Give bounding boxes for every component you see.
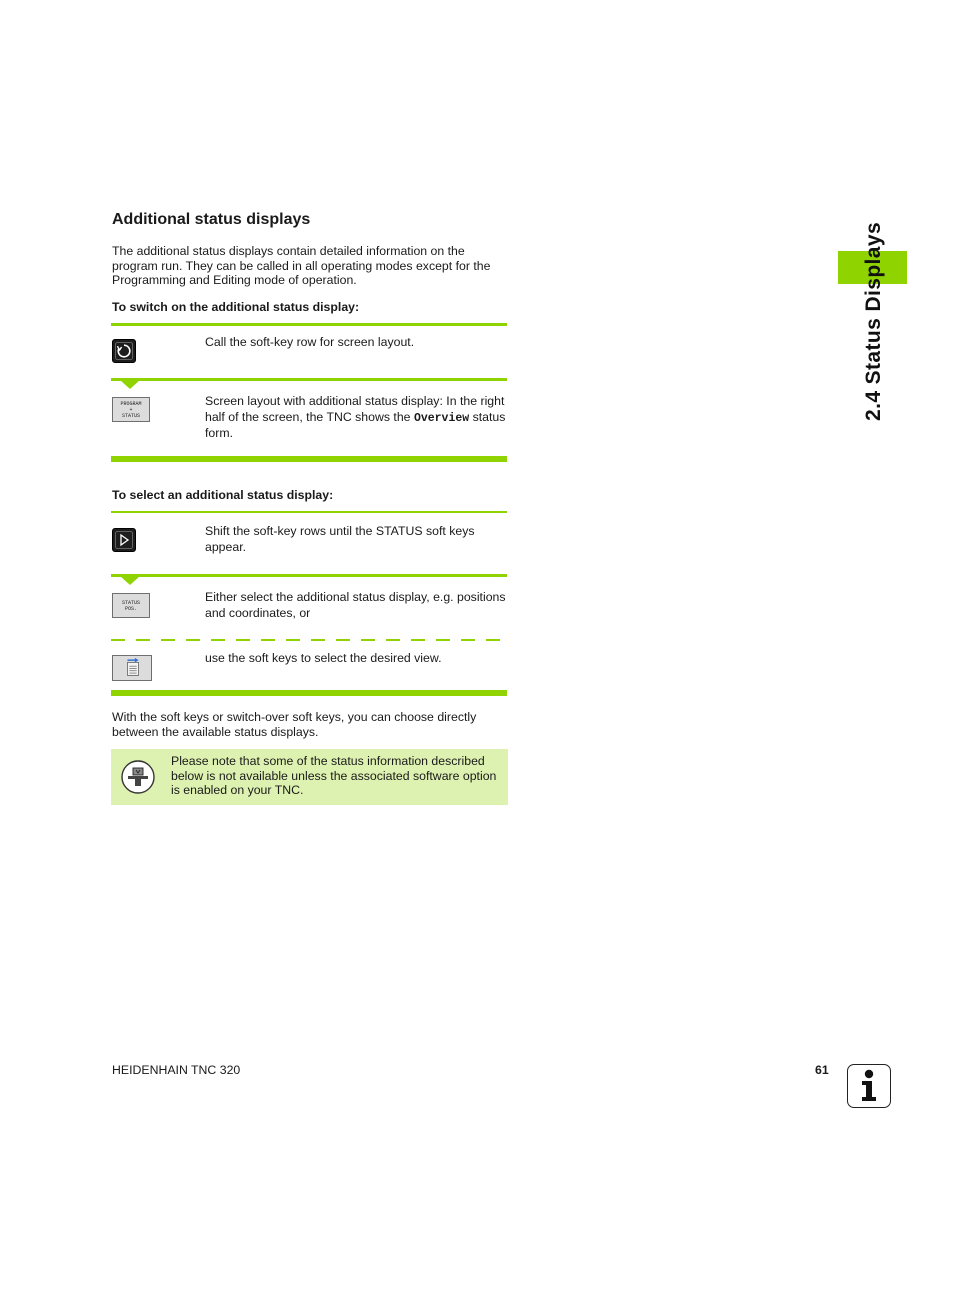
divider-green-thick xyxy=(111,456,507,462)
document-arrow-icon xyxy=(113,656,153,680)
softkey-line: POS. xyxy=(124,605,137,612)
switch-on-heading: To switch on the additional status display: xyxy=(112,300,360,314)
program-status-softkey[interactable] xyxy=(112,397,150,422)
page-number: 61 xyxy=(815,1063,829,1077)
select-step1-text: Shift the soft-key rows until the STATUS soft keys appear. xyxy=(205,524,475,554)
step-arrow xyxy=(120,576,140,585)
softkey-line: STATUS xyxy=(121,412,140,419)
screen-layout-key[interactable] xyxy=(112,339,136,363)
select-view-softkey[interactable] xyxy=(112,655,152,681)
divider-green xyxy=(111,574,507,577)
select-step2-text: Either select the additional status display, e.g. positions and coordinates, or xyxy=(205,590,506,620)
status-pos-softkey[interactable] xyxy=(112,593,150,618)
machine-note-icon xyxy=(120,759,156,800)
divider-dashed xyxy=(111,639,507,641)
step2-text-after: status form. xyxy=(205,409,506,440)
note-text: Please note that some of the status information described below is not available unless the associated software option is enabled on your TNC. xyxy=(171,754,497,798)
divider-green xyxy=(111,323,507,326)
softkey-line: STATUS xyxy=(121,599,140,606)
closing-paragraph: With the soft keys or switch-over soft keys, you can choose directly between the available status displays. xyxy=(112,710,477,739)
step-arrow xyxy=(120,380,140,389)
screen-layout-icon xyxy=(115,342,133,360)
select-heading: To select an additional status display: xyxy=(112,488,334,502)
divider-green xyxy=(111,511,507,513)
divider-green-thick xyxy=(111,690,507,696)
info-icon xyxy=(847,1064,891,1108)
next-softkey-row-key[interactable] xyxy=(112,528,136,552)
switch-on-step2-text xyxy=(205,394,507,442)
overview-mono-label: Overview xyxy=(413,411,470,425)
softkey-line: + xyxy=(129,406,133,413)
footer-product: HEIDENHAIN TNC 320 xyxy=(112,1063,241,1077)
switch-on-step1-text: Call the soft-key row for screen layout. xyxy=(205,335,415,349)
section-title: Additional status displays xyxy=(112,211,311,228)
triangle-right-icon xyxy=(115,531,133,549)
divider-green xyxy=(111,378,507,381)
step2-text-before: Screen layout with additional status display: In the right half of the screen, the TNC shows the xyxy=(205,394,505,424)
softkey-line: PROGRAM xyxy=(120,400,142,407)
chapter-vertical-title: 2.4 Status Displays xyxy=(862,221,885,421)
select-step3-text: use the soft keys to select the desired view. xyxy=(205,651,442,665)
intro-paragraph: The additional status displays contain detailed information on the program run. They can be called in all operating modes except for the Programming and Editing mode of operation. xyxy=(112,244,491,288)
